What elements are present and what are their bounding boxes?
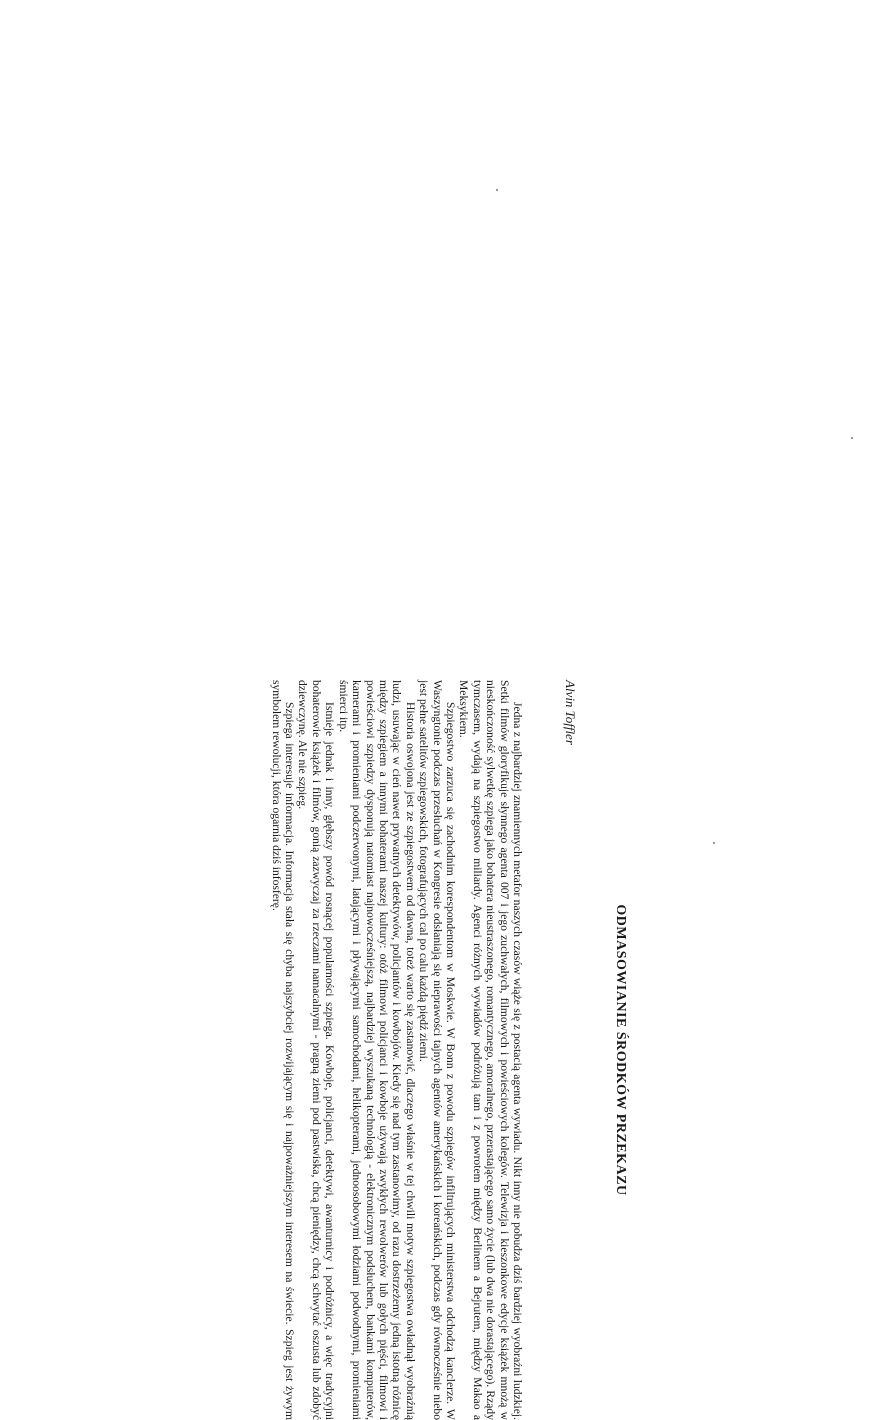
article-body [269,680,524,1420]
article-title: ODMASOWIANIE ŚRODKÓW PRZEKAZU [613,904,628,1196]
paragraph-3: Historia oswojona jest ze szpiegostwem od dawna, toteż warto się zastanowić, dlaczego właśnie w tej chwili motyw szpiegostwa owładnął wyobraźnią ludzi, usuwając w cień nawet prywatnych detektywów, policjantów i kowbojów. Kiedy się nad tym zastanowimy, od razu dostrzeżemy jedną istotną różnicę między szpiegiem a innymi bohaterami naszej kultury: otóż filmowi policjanci i kowboje używają zwykłych rewolwerów lub gołych pięści, filmowi i powieściowi szpiedzy dysponują natomiast najnowocześniejszą, najbardziej wyszukaną technologią - elektronicznym podsłuchem, bankami komputerów, kamerami i promieniami podczerwonymi, latającymi i pływającymi samochodami, helikopterami, jednoosobowymi łodziami podwodnymi, promieniami śmierci itp. [336,680,417,1420]
rotated-page [44,680,628,1420]
scan-speck [496,189,498,191]
page-content [44,680,628,1420]
paragraph-1: Jedna z najbardziej znamiennych metafor naszych czasów wiąże się z postacią agenta wywiadu. Nikt inny nie pobudza dziś bardziej wyobraźni ludzkiej. Setki filmów gloryfikuje słynnego agenta 007 i jego zuchwałych, filmowych i powieściowych kolegów. Telewizja i kieszonkowe edycje książek mnożą w nieskończoność sylwetkę szpiega jako bohatera nieustraszonego, romantycznego, amoralnego, przerastającego samo życie (lub dwa nie dorastającego). Rządy tymczasem, wydają na szpiegostwo miliardy. Agenci różnych wywiadów podróżują tam i z powrotem między Berlinem a Bejrutem, między Makao a Meksykiem. [457,680,524,1420]
paragraph-2: Szpiegostwo zarzuca się zachodnim korespondentom w Moskwie. W Bonn z powodu szpiegów infiltrujących ministerstwa odchodzą kanclerze. W Waszyngtonie podczas przesłuchań w Kongresie odsłaniają się nieprawości tajnych agentów amerykańskich i koreańskich, podczas gdy równocześnie niebo jest pełne satelitów szpiegowskich, fotografujących cal po calu każdą piędź ziemi. [417,680,457,1420]
paragraph-4: Istnieje jednak i inny, głębszy powód rosnącej popularności szpiega. Kowboje, policjanci, detektywi, awanturnicy i podróżnicy, a więc tradycyjni bohaterowie książek i filmów, gonią zazwyczaj za rzeczami namacalnymi - pragną ziemi pod pastwiska, chcą pieniędzy, chcą schwytać oszusta lub zdobyć dziewczynę. Ale nie szpieg. [296,680,337,1420]
scan-speck [713,842,715,844]
scan-speck [851,437,853,439]
article-author: Alvin Toffler [563,680,578,745]
paragraph-5: Szpiega interesuje informacja. Informacja stała się chyba najszybciej rozwijającym się i najpoważniejszym interesem na świecie. Szpieg jest żywym symbolem rewolucji, która ogarnia dziś infosferę. [269,680,297,1420]
